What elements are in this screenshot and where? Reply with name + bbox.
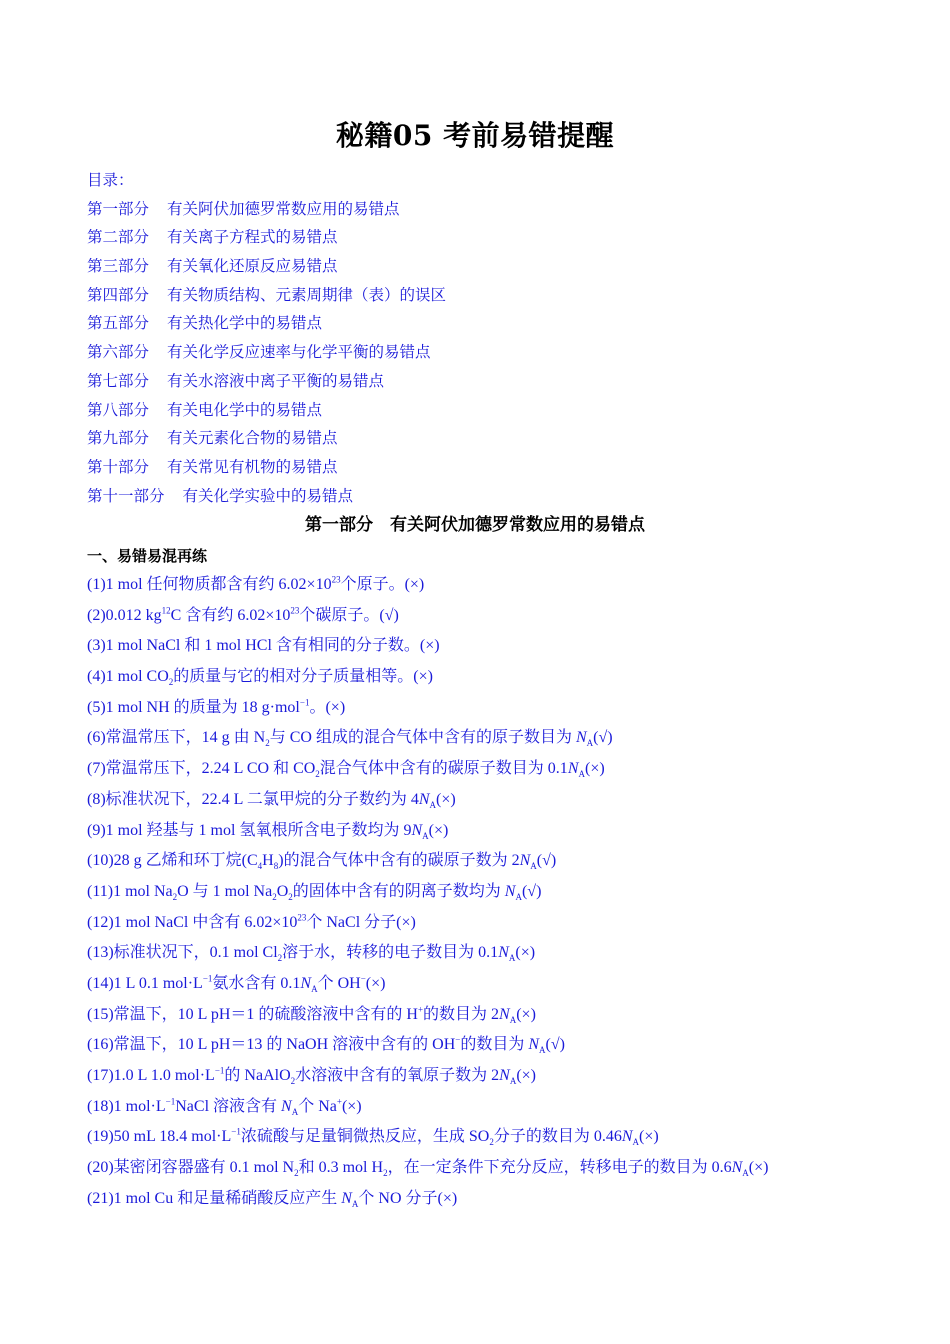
toc-entry[interactable] bbox=[87, 396, 907, 425]
exercise-item: (19)50 mL 18.4 $mol\cdot L^{-1}$浓硫酸与足量铜微热反应，生成 $SO_2$分子的数目为 $0.46N_A(\times)$ bbox=[87, 1127, 659, 1148]
exercise-item: (11)1 mol $Na_2O$ 与 1 mol $Na_2O_2$的固体中含有的阴离子数均为 $N_A(√)$ bbox=[87, 882, 542, 903]
toc-entries bbox=[87, 195, 907, 511]
toc-entry-part: 第三部分 bbox=[87, 257, 150, 276]
exercise-item: (14)1 L 0.1 $mol\cdot L^{-1}$氨水含有 $0.1N_A$个 OH−(×) bbox=[87, 973, 386, 995]
exercise-item: (3)1 mol NaCl 和 1 mol HCl 含有相同的分子数。(×) bbox=[87, 637, 440, 655]
exercise-item: (6)常温常压下，14 g 由 $N_2$与 CO 组成的混合气体中含有的原子数目为 $N_A(√)$ bbox=[87, 729, 613, 749]
toc-entry-topic: 有关离子方程式的易错点 bbox=[167, 228, 338, 247]
toc-entry-topic: 有关氧化还原反应易错点 bbox=[167, 257, 338, 276]
toc-entry-part: 第一部分 bbox=[87, 199, 150, 218]
document-title: 秘籍05 考前易错提醒 bbox=[335, 119, 615, 152]
toc-entry-part: 第六部分 bbox=[87, 343, 150, 362]
toc-entry-topic: 有关物质结构、元素周期律（表）的误区 bbox=[167, 285, 447, 304]
toc-entry-part: 第五部分 bbox=[87, 314, 150, 333]
toc-entry[interactable] bbox=[87, 195, 907, 224]
exercise-item: (13)标准状况下，0.1 mol $Cl_2$溶于水，转移的电子数目为 $0.1N_A(\times)$ bbox=[87, 944, 536, 964]
toc-entry-topic: 有关阿伏加德罗常数应用的易错点 bbox=[167, 199, 400, 218]
section1-heading: 一、易错易混再练 bbox=[87, 547, 208, 565]
exercise-item: (8)标准状况下，22.4 L 二氯甲烷的分子数约为 $4N_A(\times)$ bbox=[87, 790, 456, 810]
exercise-item: (17)1.0 L 1.0 $mol\cdot L^{-1}$的 NaAlO$_2$水溶液中含有的氧原子数为 $2N_A(\times)$ bbox=[87, 1065, 536, 1087]
toc-entry-topic: 有关元素化合物的易错点 bbox=[167, 429, 338, 448]
toc-entry[interactable] bbox=[87, 309, 907, 338]
toc-entry-topic: 有关电化学中的易错点 bbox=[167, 400, 323, 419]
toc-entry-topic: 有关常见有机物的易错点 bbox=[167, 457, 338, 476]
part1-title: 第一部分 有关阿伏加德罗常数应用的易错点 bbox=[305, 515, 645, 535]
exercise-item: (20)某密闭容器盛有 0.1 mol $N_2$和 0.3 mol $H_2$，在一定条件下充分反应，转移电子的数目为 $0.6N_A(\times)$ bbox=[87, 1159, 769, 1179]
toc-entry-part: 第九部分 bbox=[87, 429, 150, 448]
exercise-item: (9)1 mol 羟基与 1 mol 氢氧根所含电子数均为 $9N_A(\times)$ bbox=[87, 821, 449, 841]
exercise-item: (21)1 mol Cu 和足量稀硝酸反应产生 $N_A$个 NO 分子(×) bbox=[87, 1189, 458, 1209]
toc-entry[interactable] bbox=[87, 338, 907, 367]
exercise-item: (15)常温下，10 L pH＝1 的硫酸溶液中含有的 H+的数目为 $2N_A(\times)$ bbox=[87, 1004, 536, 1025]
toc-label: 目录： bbox=[87, 171, 134, 189]
toc-entry-part: 第十一部分 bbox=[87, 486, 165, 505]
exercise-item: (18)1 $mol\cdot L^{-1}NaCl$ 溶液含有 $N_A$个 Na+(×) bbox=[87, 1096, 362, 1117]
table-of-contents bbox=[87, 166, 907, 510]
toc-entry-part: 第十部分 bbox=[87, 457, 150, 476]
toc-entry[interactable] bbox=[87, 367, 907, 396]
toc-entry-part: 第四部分 bbox=[87, 285, 150, 304]
toc-entry[interactable] bbox=[87, 424, 907, 453]
toc-entry-topic: 有关热化学中的易错点 bbox=[167, 314, 323, 333]
toc-entry[interactable] bbox=[87, 482, 907, 511]
exercise-item: (4)1 mol $CO_2$的质量与它的相对分子质量相等。(×) bbox=[87, 668, 433, 688]
toc-entry[interactable] bbox=[87, 281, 907, 310]
exercise-item: (5)1 mol NH 的质量为 18 g·mol$^{-1}$。(×) bbox=[87, 697, 346, 716]
toc-entry-topic: 有关化学反应速率与化学平衡的易错点 bbox=[167, 343, 431, 362]
exercise-item: (7)常温常压下，2.24 L CO 和 $CO_2$混合气体中含有的碳原子数目为 $0.1N_A(\times)$ bbox=[87, 760, 605, 780]
toc-entry-part: 第八部分 bbox=[87, 400, 150, 419]
exercise-item: (2)0.012 $kg^{12}C$ 含有约 $6.02\times 10^{23}$个碳原子。(√) bbox=[87, 605, 399, 624]
exercise-item: (1)1 mol 任何物质都含有约 $6.02\times 10^{23}$个原子。(×) bbox=[87, 574, 425, 593]
toc-entry-part: 第二部分 bbox=[87, 228, 150, 247]
exercise-item: (16)常温下，10 L pH＝13 的 NaOH 溶液中含有的 OH−的数目为 $N_A(√)$ bbox=[87, 1034, 565, 1056]
exercise-item: (10)28 g 乙烯和环丁烷$(C_4H_8)$的混合气体中含有的碳原子数为 $2N_A(√)$ bbox=[87, 852, 557, 872]
toc-entry[interactable] bbox=[87, 453, 907, 482]
toc-entry-topic: 有关水溶液中离子平衡的易错点 bbox=[167, 371, 385, 390]
toc-entry-topic: 有关化学实验中的易错点 bbox=[182, 486, 354, 505]
item-list bbox=[87, 570, 927, 1214]
toc-entry[interactable] bbox=[87, 252, 907, 281]
exercise-item: (12)1 mol NaCl 中含有 $6.02\times 10^{23}$个 NaCl 分子(×) bbox=[87, 912, 416, 931]
toc-entry-part: 第七部分 bbox=[87, 371, 150, 390]
toc-entry[interactable] bbox=[87, 223, 907, 252]
